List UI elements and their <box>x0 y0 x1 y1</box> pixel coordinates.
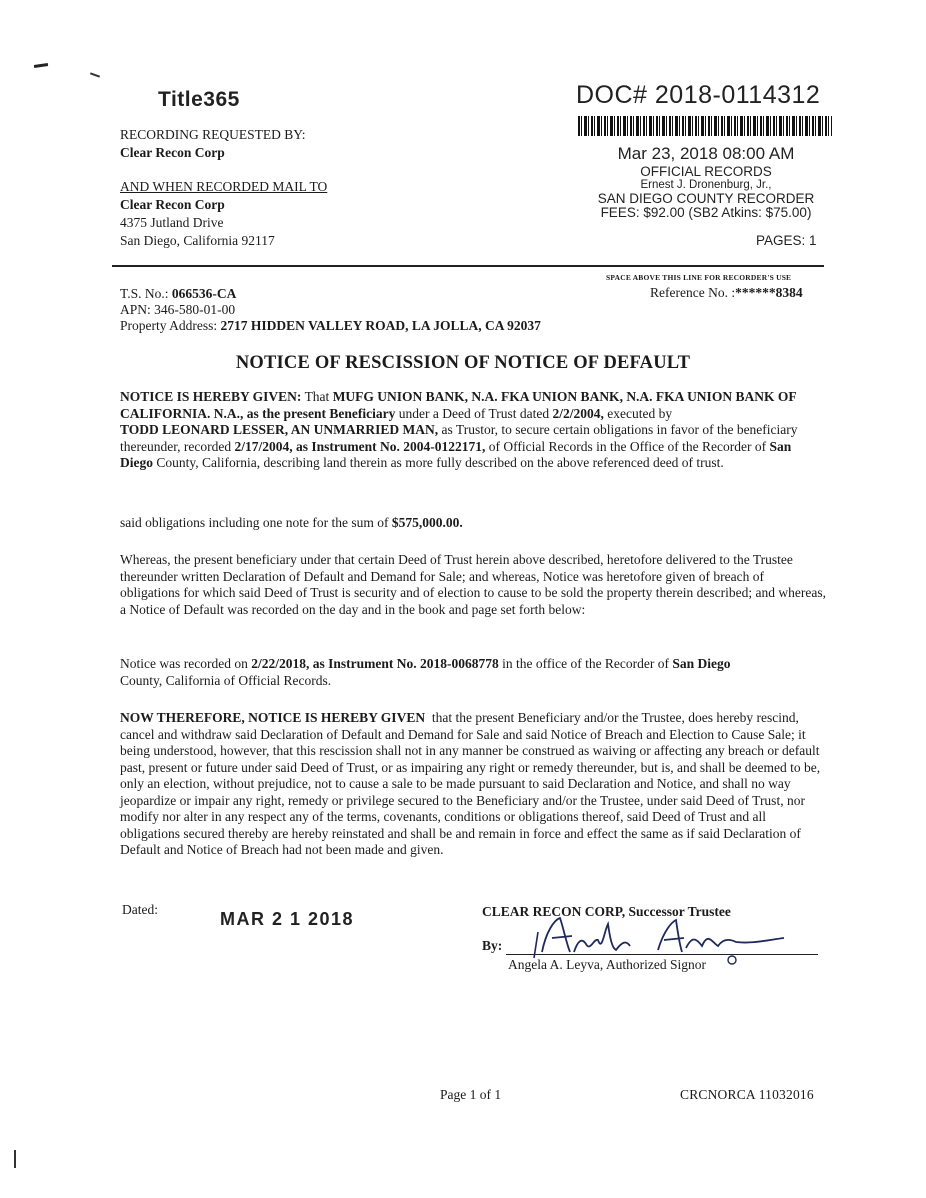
reference-number: Reference No. :******8384 <box>650 285 803 300</box>
page-count: PAGES: 1 <box>756 233 817 248</box>
scan-margin-mark <box>14 1150 16 1168</box>
recording-fees: FEES: $92.00 (SB2 Atkins: $75.00) <box>600 205 812 220</box>
dated-label: Dated: <box>122 902 158 917</box>
space-above-label: SPACE ABOVE THIS LINE FOR RECORDER'S USE <box>606 273 792 282</box>
recording-requested-by-name: Clear Recon Corp <box>120 145 225 160</box>
mail-to-label: AND WHEN RECORDED MAIL TO <box>120 179 328 194</box>
recorder-office: SAN DIEGO COUNTY RECORDER <box>597 191 815 206</box>
by-label: By: <box>482 938 503 953</box>
document-title: NOTICE OF RESCISSION OF NOTICE OF DEFAULT <box>235 353 691 373</box>
recorder-name: Ernest J. Dronenburg, Jr., <box>640 179 772 191</box>
barcode <box>578 116 832 136</box>
recording-request-block <box>120 126 327 250</box>
scan-mark <box>34 63 48 68</box>
doc-number: DOC# 2018-0114312 <box>576 81 821 109</box>
official-records: OFFICIAL RECORDS <box>640 164 772 179</box>
obligations-paragraph: said obligations including one note for the sum of $575,000.00. <box>120 515 463 530</box>
apn: APN: 346-580-01-00 <box>120 302 236 317</box>
property-address: Property Address: 2717 HIDDEN VALLEY ROAD, LA JOLLA, CA 92037 <box>120 318 541 333</box>
recording-info <box>570 144 842 220</box>
dated-stamp: MAR 2 1 2018 <box>220 909 355 929</box>
recording-datetime: Mar 23, 2018 08:00 AM <box>617 144 795 163</box>
recorder-divider <box>112 265 824 267</box>
mail-to-city: San Diego, California 92117 <box>120 233 275 248</box>
whereas-paragraph: Whereas, the present beneficiary under that certain Deed of Trust herein above described, heretofore delivered to the Trustee thereunder written Declaration of Default and Demand for Sale; and whereas, Notice was heretofore given of breach of obligations for which said Deed of Trust is security and of election to cause to be sold the property therein described; and whereas, a Notice of Default was recorded on the day and in the book and page set forth below: <box>120 552 826 617</box>
mail-to-name: Clear Recon Corp <box>120 197 225 212</box>
mail-to-street: 4375 Jutland Drive <box>120 215 224 230</box>
notice-paragraph: NOTICE IS HEREBY GIVEN: That MUFG UNION BANK, N.A. FKA UNION BANK, N.A. FKA UNION BANK OF CALIFORNIA. N.A., as the present Beneficiary under a Deed of Trust dated 2/2/2004, executed by TODD LEONARD LESSER, AN UNMARRIED MAN, as Trustor, to secure certain obligations in favor of the beneficiary thereunder, recorded 2/17/2004, as Instrument No. 2004-0122171, of Official Records in the Office of the Recorder of San Diego County, California, describing land therein as more fully described on the above referenced deed of trust. <box>120 389 798 470</box>
page-number: Page 1 of 1 <box>440 1087 502 1102</box>
title365-logo: Title365 <box>158 88 240 111</box>
scan-mark <box>90 72 100 77</box>
recording-requested-by-label: RECORDING REQUESTED BY: <box>120 127 306 142</box>
ts-number: T.S. No.: 066536-CA <box>120 286 237 301</box>
trustee-name: CLEAR RECON CORP, Successor Trustee <box>482 904 731 919</box>
notice-recorded-paragraph: Notice was recorded on 2/22/2018, as Instrument No. 2018-0068778 in the office of the Recorder of San Diego County, California of Official Records. <box>120 656 731 688</box>
form-code: CRCNORCA 11032016 <box>680 1087 814 1102</box>
rescission-paragraph: NOW THEREFORE, NOTICE IS HEREBY GIVEN that the present Beneficiary and/or the Trustee, does hereby rescind, cancel and withdraw said Declaration of Default and Demand for Sale and said Notice of Breach and Election to Cause Sale; it being understood, however, that this rescission shall not in any manner be construed as waiving or affecting any breach or default past, present or future under said Deed of Trust, or as impairing any right or remedy thereunder, but is, and shall be deemed to be, only an election, without prejudice, not to cause a sale to be made pursuant to said Declaration and Notice, and shall no way jeopardize or impair any right, remedy or privilege secured to the Beneficiary and/or the Trustee, under said Deed of Trust, nor modify nor alter in any respect any of the terms, covenants, conditions or obligations thereof, said Deed of Trust and all obligations secured thereby are hereby reinstated and shall be and remain in force and effect the same as if said Declaration of Default and Notice of Breach had not been made and given. <box>120 710 821 857</box>
property-details <box>120 286 541 334</box>
signor-name: Angela A. Leyva, Authorized Signor <box>508 957 706 972</box>
